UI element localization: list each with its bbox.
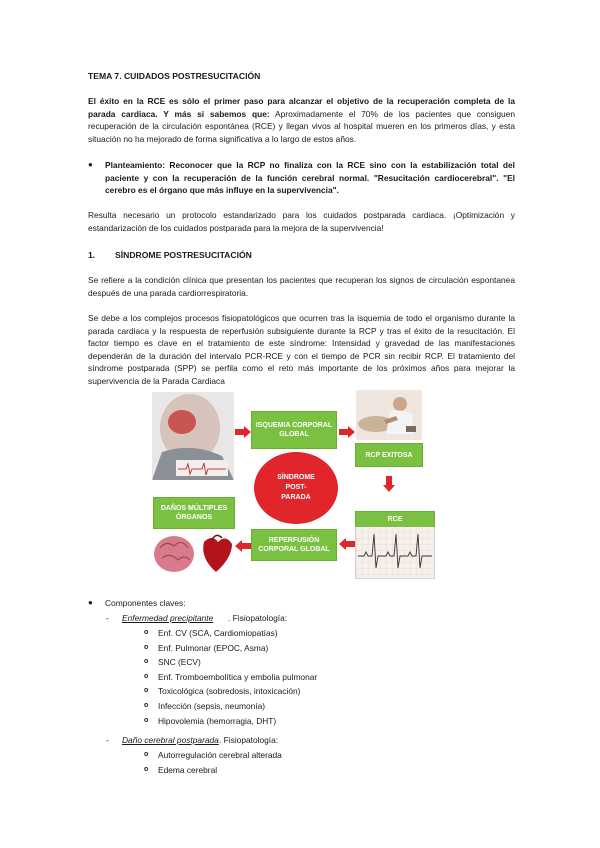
section-heading [88, 250, 252, 260]
circle-bullet-icon: o [144, 658, 149, 666]
circle-bullet-icon: o [144, 716, 149, 724]
planteamiento-paragraph [105, 159, 515, 197]
arrow-right-icon [235, 426, 251, 438]
danos-box: DAÑOS MÚLTIPLES ÓRGANOS [154, 498, 234, 528]
section-number: 1. [88, 250, 96, 260]
dash-icon: - [106, 735, 109, 745]
circle-line-1: SÍNDROME [277, 474, 315, 481]
list-item: o Enf. CV (SCA, Cardiomiopatías) [158, 626, 317, 641]
sindrome-figure [152, 390, 450, 578]
componentes-heading [105, 596, 186, 611]
circle-bullet-icon: o [144, 701, 149, 709]
dash-icon: - [106, 613, 109, 623]
dano-list [144, 748, 282, 777]
page-title: TEMA 7. CUIDADOS POSTRESUCITACIÓN [88, 71, 261, 81]
enfermedad-list [144, 626, 318, 728]
list-item: o Infección (sepsis, neumonía) [158, 699, 317, 714]
sindrome-circle [254, 452, 338, 524]
organs-icon [152, 528, 236, 578]
circle-bullet-icon: o [144, 643, 149, 651]
list-item: o SNC (ECV) [158, 655, 317, 670]
intro-paragraph [88, 95, 515, 145]
protocolo-paragraph: Resulta necesario un protocolo estandarizado para los cuidados postparada cardiaca. ¡Optimización y estandarización de los cuidados postparada para la mejora de la supervivencia! [88, 210, 515, 233]
list-item: o Enf. Tromboembolítica y embolia pulmonar [158, 670, 317, 685]
circle-line-3: PARADA [281, 494, 311, 501]
dano-label: Daño cerebral postparada [122, 735, 219, 745]
list-item: o Toxicológica (sobredosis, intoxicación) [158, 684, 317, 699]
componentes-label: Componentes claves: [105, 598, 186, 608]
arrow-left-icon [235, 540, 251, 552]
arrow-left-icon [339, 538, 355, 550]
rce-box: RCE [356, 512, 434, 526]
rcp-exitosa-box: RCP EXITOSA [356, 444, 422, 466]
fisiopatologia-paragraph: Se debe a los complejos procesos fisiopatológicos que ocurren tras la isquemia de todo el organismo durante la parada cardiaca y la respuesta de reperfusión subsiguiente durante la RCP y tras el éxito de la resucitación. El factor tiempo es clave en el tratamiento de este síndrome: Intensidad y gravedad de las manifestaciones dependerán de la duración del intervalo PCR-RCE y con el tiempo de PCR sin recibir RCP. El tratamiento del síndrome postparada (SPP) se perfila como el reto más importante de los próximos años para mejorar la supervivencia de la Parada Cardiaca [88, 313, 515, 386]
enfermedad-suffix: . Fisiopatología: [228, 613, 288, 623]
ecg-icon [356, 526, 434, 578]
section-label: SÍNDROME POSTRESUCITACIÓN [115, 250, 252, 260]
circle-line-2: POST- [285, 484, 307, 491]
rce-panel [356, 512, 434, 578]
definicion-paragraph: Se refiere a la condición clínica que presentan los pacientes que recuperan los signos de circulación espontanea después de una parada cardiorrespiratoria. [88, 275, 515, 298]
intro-bold: El éxito en la RCE es sólo el primer paso para alcanzar el objetivo de la recuperación completa de la parada cardiaca. Y más si sabemos que: [88, 96, 515, 119]
planteamiento-label: Planteamiento: [105, 160, 166, 170]
intro-rest: Aproximadamente el 70% de los pacientes que consiguen recuperación de la circulación espontánea (RCE) y llegan vivos al hospital mueren en los primeros días, y esta situación no ha mejorado de forma significativa a lo largo de estos años. [88, 108, 515, 144]
arrow-down-icon [383, 476, 395, 492]
circle-bullet-icon: o [144, 751, 149, 758]
dano-suffix: . Fisiopatología: [219, 735, 279, 745]
bullet-dot-icon: ● [88, 598, 93, 607]
planteamiento-text: Reconocer que la RCP no finaliza con la RCE sino con la estabilización total del paciente y con la recuperación de la función cerebral normal. "Resucitación cardiocerebral". "El cerebro es el órgano que más influye en la supervivencia". [105, 160, 515, 196]
circle-bullet-icon: o [144, 687, 149, 695]
circle-bullet-icon: o [144, 765, 149, 773]
chest-pain-photo [152, 392, 234, 480]
list-item: o Edema cerebral [158, 763, 282, 778]
cpr-photo [356, 390, 422, 440]
list-item: o Autorregulación cerebral alterada [158, 748, 282, 763]
list-item: o Hipovolemia (hemorragia, DHT) [158, 714, 317, 729]
bullet-dot-icon: ● [88, 160, 93, 169]
list-item: o Enf. Pulmonar (EPOC, Asma) [158, 641, 317, 656]
reperfusion-box: REPERFUSIÓN CORPORAL GLOBAL [252, 530, 336, 560]
enfermedad-label: Enfermedad precipitante [122, 613, 214, 623]
isquemia-box: ISQUEMIA CORPORAL GLOBAL [252, 412, 336, 448]
circle-bullet-icon: o [144, 629, 149, 636]
circle-bullet-icon: o [144, 672, 149, 680]
arrow-right-icon [339, 426, 355, 438]
